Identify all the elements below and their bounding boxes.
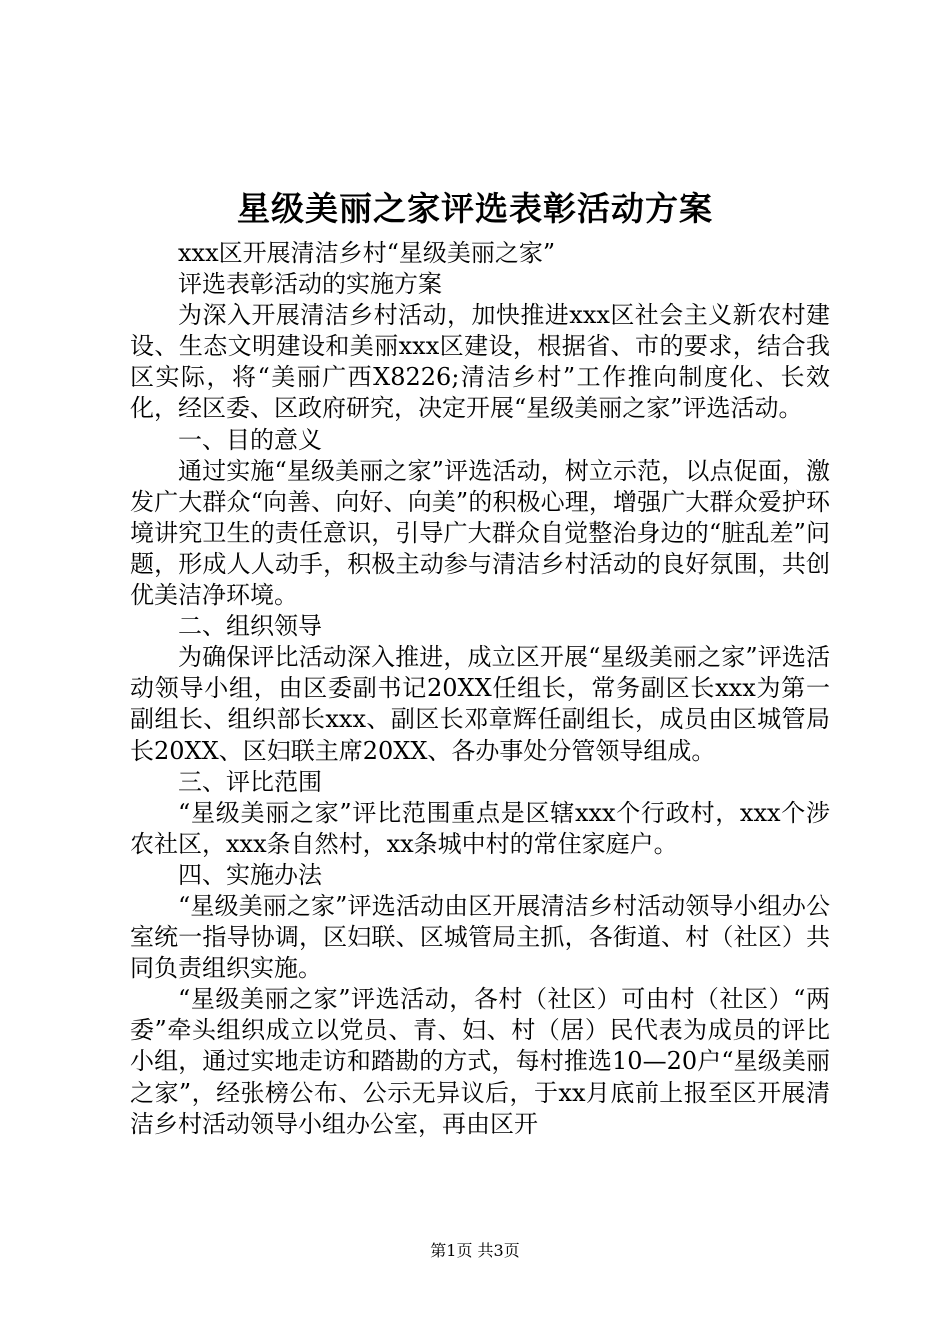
paragraph-intro: 为深入开展清洁乡村活动，加快推进xxx区社会主义新农村建设、生态文明建设和美丽xxx区建设，根据省、市的要求，结合我区实际，将“美丽广西X8226;清洁乡村”工作推向制度化、长效化，经区委、区政府研究，决定开展“星级美丽之家”评选活动。 bbox=[130, 301, 830, 423]
paragraph-heading-line-1: xxx区开展清洁乡村“星级美丽之家” bbox=[178, 239, 556, 267]
document-title: 星级美丽之家评选表彰活动方案 bbox=[237, 189, 713, 228]
paragraph-method-1: “星级美丽之家”评选活动由区开展清洁乡村活动领导小组办公室统一指导协调，区妇联、区城管局主抓，各街道、村（社区）共同负责组织实施。 bbox=[130, 891, 830, 983]
paragraph-organization: 为确保评比活动深入推进，成立区开展“星级美丽之家”评选活动领导小组，由区委副书记20XX任组长，常务副区长xxx为第一副组长、组织部长xxx、副区长邓章辉任副组长，成员由区城管局长20XX、区妇联主席20XX、各办事处分管领导组成。 bbox=[130, 643, 830, 765]
section-heading-scope: 三、评比范围 bbox=[178, 767, 322, 796]
document-body bbox=[130, 238, 830, 1140]
section-heading-organization: 二、组织领导 bbox=[178, 612, 322, 641]
page-footer: 第1页 共3页 bbox=[430, 1241, 520, 1260]
section-heading-method: 四、实施办法 bbox=[178, 860, 322, 889]
paragraph-method-2: “星级美丽之家”评选活动，各村（社区）可由村（社区）“两委”牵头组织成立以党员、青、妇、村（居）民代表为成员的评比小组，通过实地走访和踏勘的方式，每村推选10—20户“星级美丽之家”，经张榜公布、公示无异议后，于xx月底前上报至区开展清洁乡村活动领导小组办公室，再由区开 bbox=[130, 985, 830, 1138]
section-heading-purpose: 一、目的意义 bbox=[178, 425, 322, 454]
paragraph-purpose: 通过实施“星级美丽之家”评选活动，树立示范，以点促面，激发广大群众“向善、向好、向美”的积极心理，增强广大群众爱护环境讲究卫生的责任意识，引导广大群众自觉整治身边的“脏乱差”问题，形成人人动手，积极主动参与清洁乡村活动的良好氛围，共创优美洁净环境。 bbox=[130, 456, 830, 610]
paragraph-scope: “星级美丽之家”评比范围重点是区辖xxx个行政村，xxx个涉农社区，xxx条自然村，xx条城中村的常住家庭户。 bbox=[130, 798, 830, 858]
paragraph-heading-line-2: 评选表彰活动的实施方案 bbox=[178, 270, 442, 299]
